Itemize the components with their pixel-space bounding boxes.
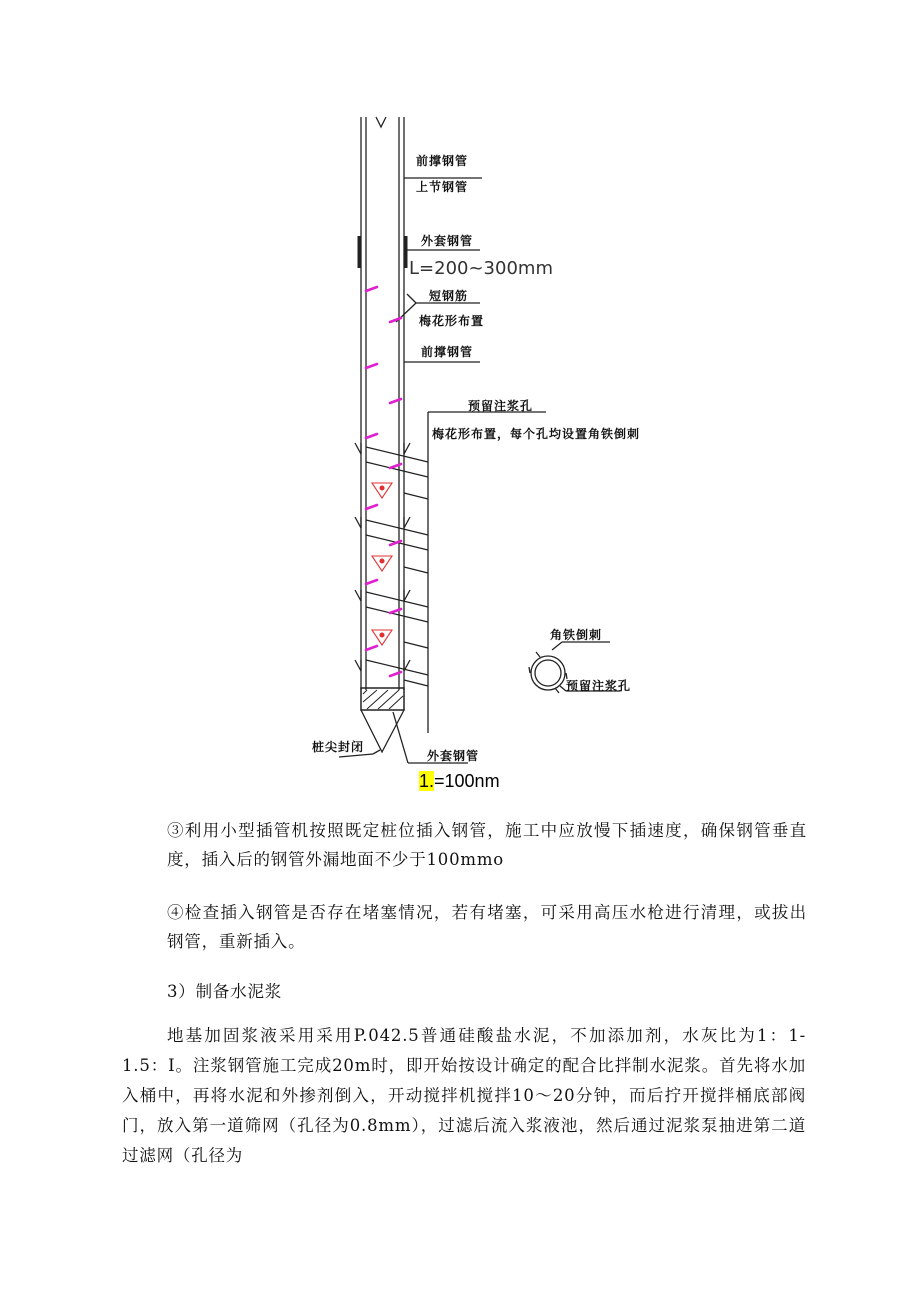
top-mark	[376, 117, 386, 127]
tip-cone	[361, 710, 404, 752]
label-short-rebar: 短钢筋	[429, 289, 469, 303]
label-quincunx: 梅花形布置	[419, 314, 485, 328]
leader-rebar-b	[407, 294, 416, 303]
paragraph-step-4: ④检查插入钢管是否存在堵塞情况，若有堵塞，可采用高压水枪进行清理，或拔出钢管，重新插入。	[167, 903, 807, 951]
scale-rest: =100nm	[434, 771, 500, 791]
label-front-pipe-2: 前撑钢管	[421, 345, 474, 359]
label-grout-hole-desc: 梅花形布置，每个孔均设置角铁倒刺	[432, 427, 641, 441]
leader-sleeve-bottom	[393, 712, 408, 763]
paragraph-step-3: ③利用小型插管机按照既定桩位插入钢管，施工中应放慢下插速度，确保钢管垂直度，插入后的钢管外漏地面不少于100mmo	[167, 821, 807, 869]
section-heading: 3）制备水泥浆	[167, 982, 283, 1001]
grout-triangles	[372, 483, 392, 645]
label-grout-hole: 预留注浆孔	[468, 399, 534, 413]
label-grout-hole-small: 预留注浆孔	[566, 679, 632, 693]
label-upper-pipe: 上节钢管	[416, 180, 469, 194]
paragraph-cement-slurry: 地基加固浆液采用采用P.042.5普通硅酸盐水泥，不加添加剂，水灰比为1：1-1.5：I。注浆钢管施工完成20m时，即开始按设计确定的配合比拌制水泥浆。首先将水加入桶中，再将水泥和外掺剂倒入，开动搅拌机搅拌10～20分钟，而后拧开搅拌桶底部阀门，放入第一道筛网（孔径为0.8mm），过滤后流入浆液池，然后通过泥浆泵抽进第二道过滤网（孔径为	[122, 1026, 806, 1165]
label-angle-barb: 角铁倒刺	[550, 628, 603, 642]
short-rebars	[366, 287, 401, 676]
label-sleeve-length: L=200~300mm	[409, 258, 553, 279]
label-front-pipe: 前撑钢管	[416, 154, 469, 168]
label-tip-seal: 桩尖封闭	[312, 740, 365, 754]
tip-hatching	[363, 690, 403, 709]
scale-highlight: 1.	[419, 771, 435, 791]
label-sleeve-pipe-bottom: 外套钢管	[427, 749, 480, 763]
label-sleeve-pipe: 外套钢管	[421, 234, 474, 248]
scale-note	[419, 771, 500, 792]
